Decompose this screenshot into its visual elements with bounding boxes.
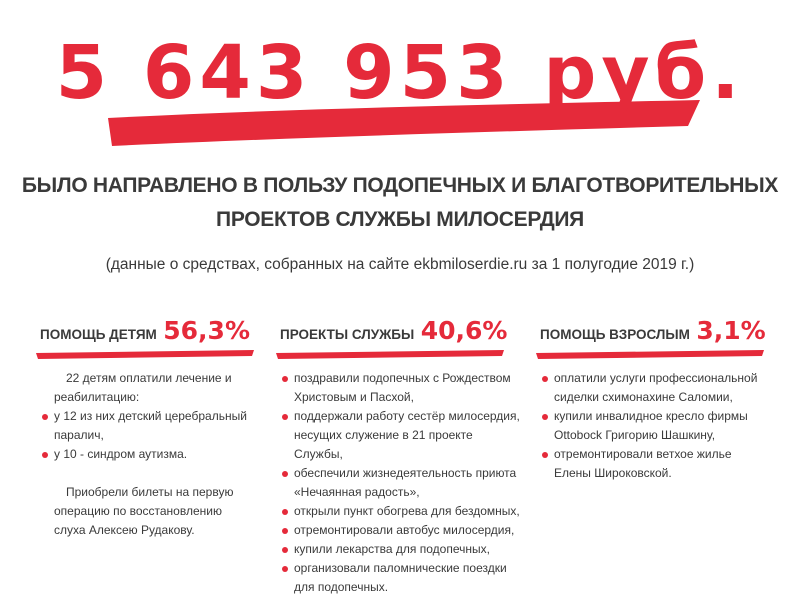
list-item: у 10 - синдром аутизма.: [40, 445, 255, 464]
list-item: открыли пункт обогрева для бездомных,: [280, 502, 520, 521]
adults-percent: 3,1%: [696, 316, 766, 345]
list-item: поддержали работу сестёр милосердия, несущих служение в 21 проекте Службы,: [280, 407, 520, 464]
list-item: оплатили услуги профессиональной сиделки схимонахине Саломии,: [540, 369, 770, 407]
list-item: организовали паломнические поездки для подопечных.: [280, 559, 520, 597]
bullet-icon: [542, 376, 548, 382]
bullet-icon: [282, 528, 288, 534]
adults-underline: [536, 350, 766, 360]
bullet-icon: [542, 414, 548, 420]
children-underline: [36, 350, 256, 360]
adults-column: [540, 316, 770, 483]
headline-line-2: ПРОЕКТОВ СЛУЖБЫ МИЛОСЕРДИЯ: [216, 208, 584, 231]
bullet-icon: [282, 414, 288, 420]
projects-percent: 40,6%: [420, 316, 508, 345]
projects-heading: [280, 316, 520, 355]
projects-list: [280, 369, 520, 597]
bullet-icon: [42, 414, 48, 420]
list-item: отремонтировали автобус милосердия,: [280, 521, 520, 540]
bullet-icon: [282, 376, 288, 382]
children-percent: 56,3%: [163, 316, 250, 345]
adults-list: [540, 369, 770, 483]
children-outro: Приобрели билеты на первую операцию по восстановлению слуха Алексею Рудакову.: [54, 485, 234, 537]
list-item: поздравили подопечных с Рождеством Христовым и Пасхой,: [280, 369, 520, 407]
bullet-icon: [282, 509, 288, 515]
children-list: [40, 407, 255, 464]
headline-line-1: БЫЛО НАПРАВЛЕНО В ПОЛЬЗУ ПОДОПЕЧНЫХ И БЛАГОТВОРИТЕЛЬНЫХ: [21, 174, 779, 197]
children-heading: [40, 316, 255, 355]
list-item: отремонтировали ветхое жилье Елены Широковской.: [540, 445, 770, 483]
children-intro: 22 детям оплатили лечение и реабилитацию:: [54, 371, 232, 404]
bullet-icon: [542, 452, 548, 458]
source-note: (данные о средствах, собранных на сайте ekbmiloserdie.ru за 1 полугодие 2019 г.): [105, 256, 695, 273]
list-item: купили инвалидное кресло фирмы Ottobock Григорию Шашкину,: [540, 407, 770, 445]
bullet-icon: [42, 452, 48, 458]
bullet-icon: [282, 547, 288, 553]
children-column: [40, 316, 255, 540]
projects-underline: [276, 350, 506, 360]
list-item: купили лекарства для подопечных,: [280, 540, 520, 559]
bullet-icon: [282, 566, 288, 572]
total-amount: 5 643 953 руб.: [55, 30, 745, 116]
projects-column: [280, 316, 520, 597]
list-item: обеспечили жизнедеятельность приюта «Нечаянная радость»,: [280, 464, 520, 502]
adults-label: ПОМОЩЬ ВЗРОСЛЫМ: [540, 327, 690, 342]
bullet-icon: [282, 471, 288, 477]
adults-heading: [540, 316, 770, 355]
children-label: ПОМОЩЬ ДЕТЯМ: [40, 327, 157, 342]
projects-label: ПРОЕКТЫ СЛУЖБЫ: [280, 327, 415, 342]
list-item: у 12 из них детский церебральный паралич,: [40, 407, 255, 445]
